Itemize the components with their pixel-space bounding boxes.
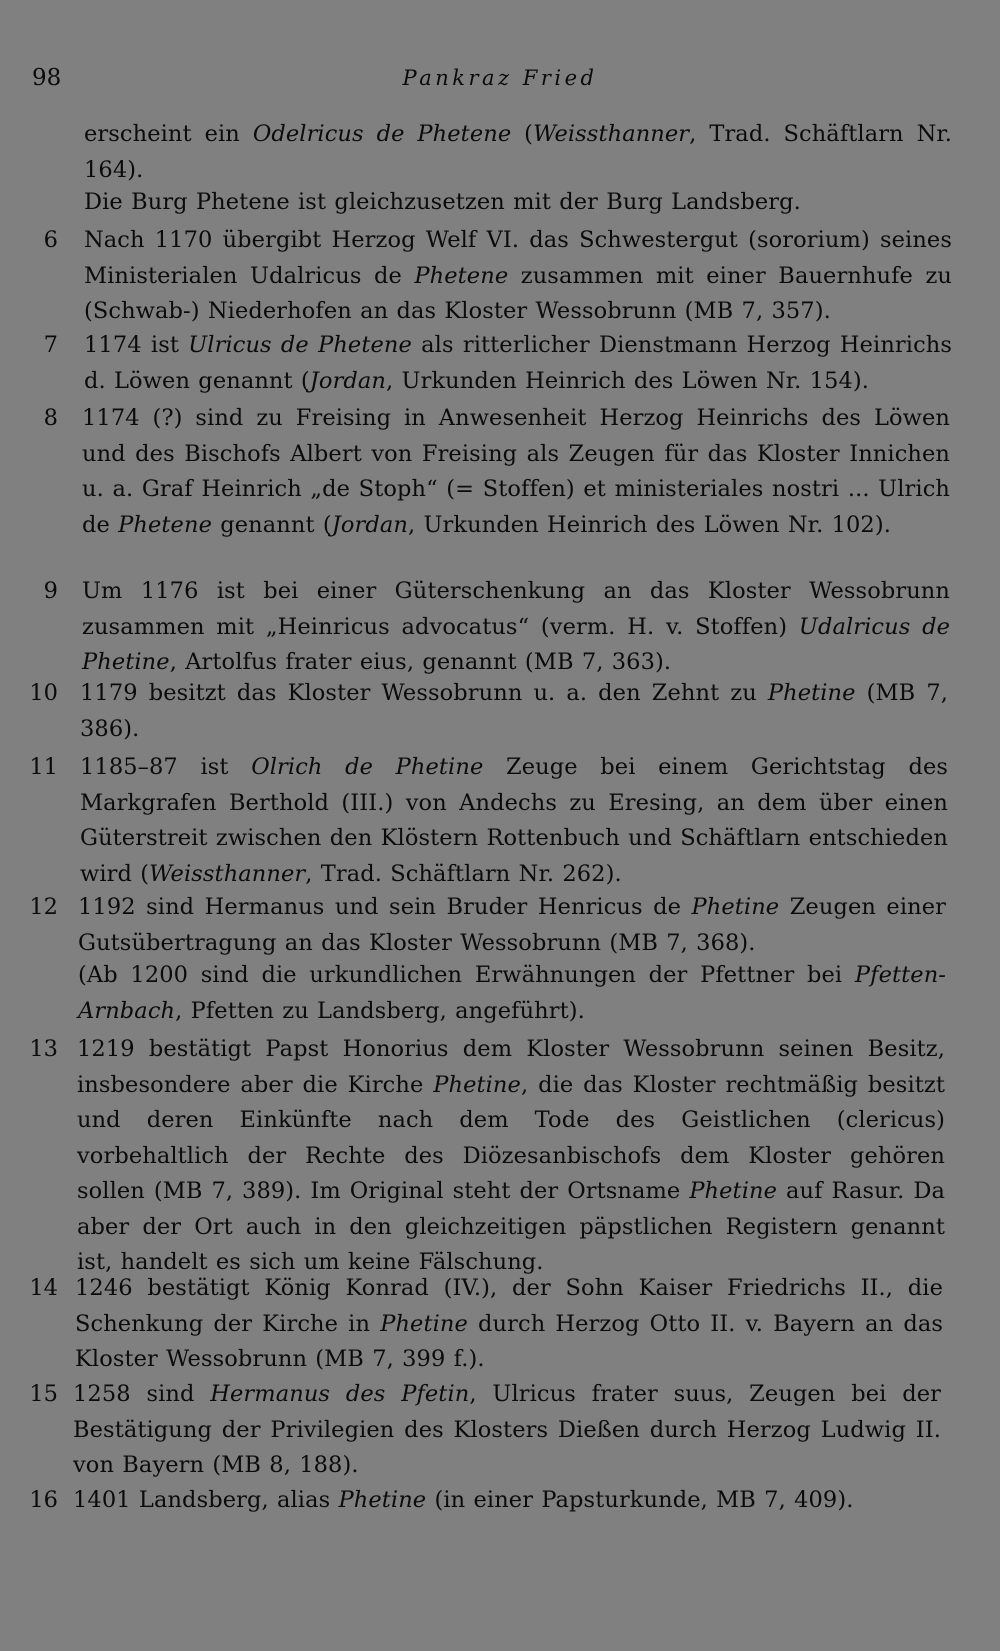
text-run: Zeuge bei einem Gerichtstag des Markgrafen Berthold (III.) von Andechs zu Eresing, an dem über einen Güterstreit zwischen den Klöstern Rottenbuch und Schäftlarn entschieden wird ( [80, 754, 949, 887]
entry-text [77, 1032, 945, 1281]
entry-text [78, 890, 946, 961]
italic-text: Jordan [331, 511, 408, 538]
entry-text [80, 750, 948, 892]
text-run: 1246 bestätigt König Konrad (IV.), der Sohn Kaiser Friedrichs II., die Schenkung der Kirche in [75, 1275, 943, 1337]
text-run: Nach 1170 übergibt Herzog Welf VI. das Schwestergut (sororium) seines Ministerialen Udalricus de [84, 227, 952, 289]
text-run: , die das Kloster rechtmäßig besitzt und deren Einkünfte nach dem Tode des Geistlichen (clericus) vorbehaltlich der Rechte des Diözesanbischofs dem Kloster gehören sollen (MB 7, 389). Im Original steht der Ortsname [77, 1071, 945, 1204]
text-run: , Trad. Schäftlarn Nr. 164). [84, 121, 952, 183]
entry-text [82, 574, 950, 681]
italic-text: Weissthanner [149, 860, 306, 887]
text-run: , Pfetten zu Landsberg, angeführt). [175, 997, 585, 1024]
entry-text [73, 1483, 941, 1519]
text-run: ( [511, 121, 534, 147]
entry-number: 9 [43, 578, 58, 604]
entry-text [73, 1377, 941, 1484]
italic-text: Pfetten-Arnbach [78, 962, 946, 1024]
entry-text [84, 185, 952, 221]
text-run: 1219 bestätigt Papst Honorius dem Kloster Wessobrunn seinen Besitz, insbesondere aber die Kirche [77, 1036, 945, 1098]
italic-text: Ulricus de Phetene [188, 332, 412, 358]
italic-text: Phetine [380, 1310, 468, 1337]
entry-text [84, 328, 952, 399]
entry-text [75, 1271, 943, 1378]
italic-text: Phetine [433, 1071, 521, 1098]
text-run: Zeugen einer Gutsübertragung an das Kloster Wessobrunn (MB 7, 368). [78, 894, 946, 956]
italic-text: Phetine [691, 894, 780, 920]
entry-text [80, 676, 948, 747]
text-run: als ritterlicher Dienstmann Herzog Heinrichs d. Löwen genannt ( [84, 332, 953, 394]
text-run: Um 1176 ist bei einer Güterschenkung an das Kloster Wessobrunn zusammen mit „Heinricus advocatus“ (verm. H. v. Stoffen) [82, 578, 950, 640]
italic-text: Jordan [309, 367, 387, 394]
entry-number: 12 [29, 894, 58, 920]
entry-text [84, 117, 952, 188]
entry-number: 8 [43, 405, 58, 431]
text-run: erscheint ein [84, 121, 253, 147]
entry-number: 16 [29, 1487, 58, 1513]
text-run: 1401 Landsberg, alias [73, 1487, 339, 1513]
text-run: 1258 sind [73, 1381, 211, 1407]
italic-text: Odelricus de Phetene [252, 121, 512, 147]
italic-text: Phetine [767, 680, 856, 706]
running-title: Pankraz Fried [402, 66, 598, 90]
entry-text [78, 958, 946, 1029]
entry-number: 7 [43, 332, 58, 358]
italic-text: Phetene [414, 262, 509, 289]
page-number: 98 [32, 65, 62, 91]
text-run: 1179 besitzt das Kloster Wessobrunn u. a. den Zehnt zu [80, 680, 768, 706]
italic-text: Phetene [118, 511, 212, 538]
text-run: Die Burg Phetene ist gleichzusetzen mit der Burg Landsberg. [84, 189, 801, 215]
entry-number: 6 [43, 227, 58, 253]
text-run: genannt ( [211, 511, 332, 538]
text-run: , Urkunden Heinrich des Löwen Nr. 102). [407, 511, 891, 538]
text-run: , Urkunden Heinrich des Löwen Nr. 154). [386, 367, 870, 394]
text-run: , Trad. Schäftlarn Nr. 262). [305, 860, 622, 887]
text-run: , Ulricus frater suus, Zeugen bei der Bestätigung der Privilegien des Klosters Dießen durch Herzog Ludwig II. von Bayern (MB 8, 188). [73, 1381, 942, 1478]
text-run: zusammen mit einer Bauernhufe zu (Schwab-) Niederhofen an das Kloster Wessobrunn (MB 7, 357). [84, 262, 952, 324]
text-run: durch Herzog Otto II. v. Bayern an das Kloster Wessobrunn (MB 7, 399 f.). [75, 1310, 944, 1372]
italic-text: Hermanus des Pfetin [210, 1381, 470, 1407]
italic-text: Phetine [338, 1487, 427, 1513]
italic-text: Weissthanner [533, 121, 690, 147]
entry-number: 15 [29, 1381, 58, 1407]
italic-text: Olrich de Phetine [251, 754, 484, 780]
entry-text [82, 401, 950, 543]
text-run: (MB 7, 386). [80, 680, 948, 742]
entry-text [84, 223, 952, 330]
entry-number: 14 [29, 1275, 58, 1301]
text-run: (Ab 1200 sind die urkundlichen Erwähnungen der Pfettner bei [78, 962, 855, 988]
italic-text: Udalricus de Phetine [82, 613, 951, 675]
text-run: 1174 (?) sind zu Freising in Anwesenheit Herzog Heinrichs des Löwen und des Bischofs Albert von Freising als Zeugen für das Kloster Innichen u. a. Graf Heinrich „de Stoph“ (= Stoffen) et ministeriales nostri ... Ulrich de [82, 405, 950, 538]
entry-number: 10 [29, 680, 58, 706]
entry-number: 11 [29, 754, 58, 780]
text-run: auf Rasur. Da aber der Ort auch in den gleichzeitigen päpstlichen Registern genannt ist, handelt es sich um keine Fälschung. [77, 1178, 945, 1275]
text-run: 1174 ist [84, 332, 189, 358]
text-run: (in einer Papsturkunde, MB 7, 409). [426, 1487, 854, 1513]
text-run: 1192 sind Hermanus und sein Bruder Henricus de [78, 894, 692, 920]
entry-number: 13 [29, 1036, 58, 1062]
text-run: , Artolfus frater eius, genannt (MB 7, 363). [169, 649, 672, 675]
italic-text: Phetine [689, 1178, 778, 1204]
text-run: 1185–87 ist [80, 754, 252, 780]
